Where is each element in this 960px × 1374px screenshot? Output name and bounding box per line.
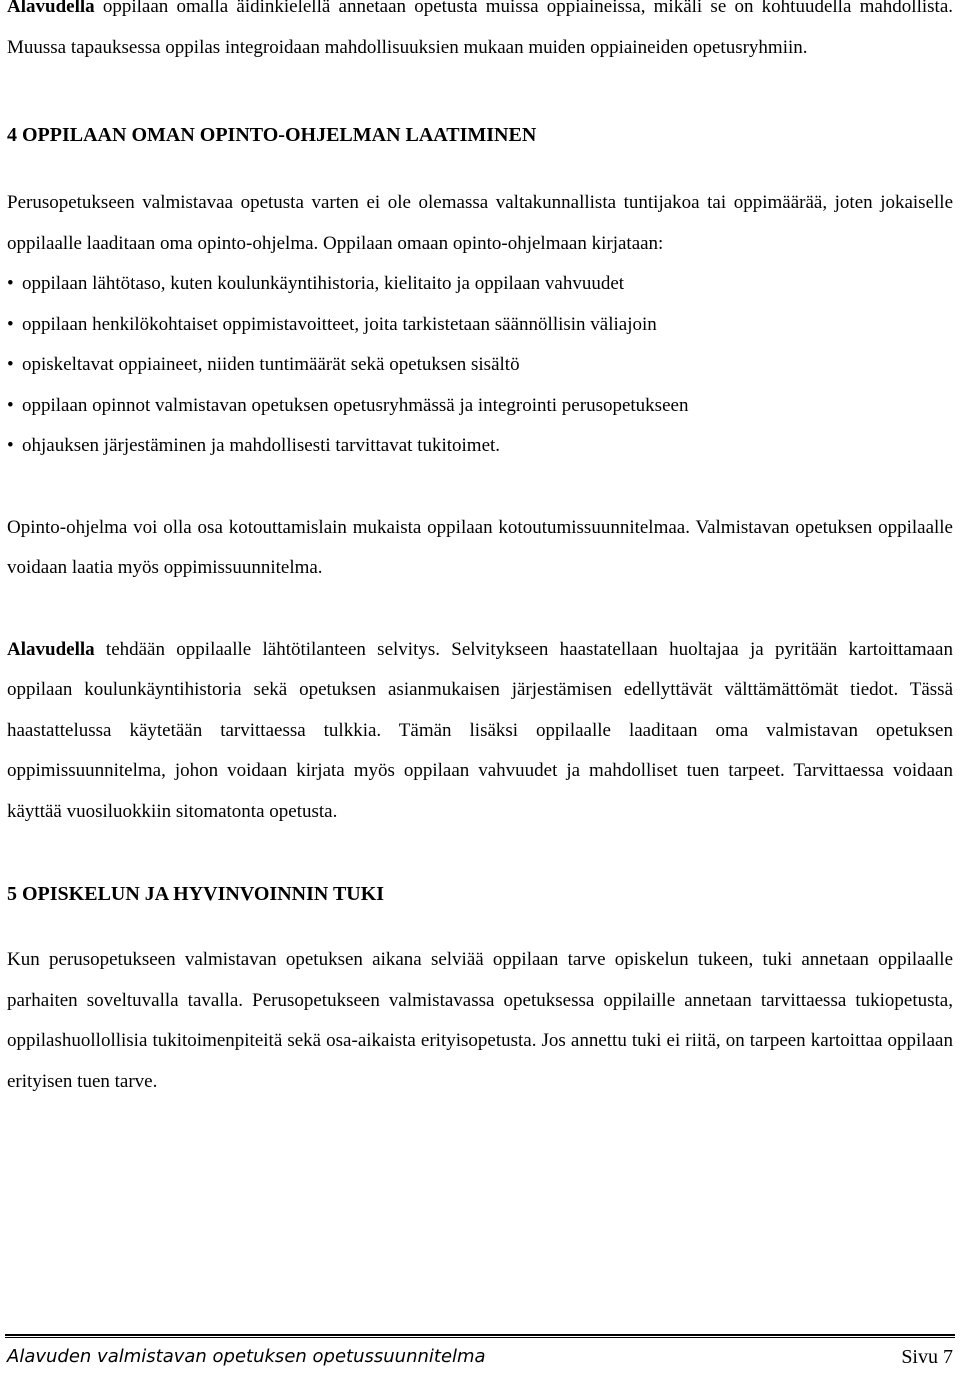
document-page: [7, 0, 953, 1102]
list-item-text: ohjauksen järjestäminen ja mahdollisesti tarvittavat tukitoimet.: [22, 435, 501, 456]
footer-divider: [5, 1334, 955, 1338]
bullet-icon: •: [7, 313, 14, 335]
section-5-heading: 5 OPISKELUN JA HYVINVOINNIN TUKI: [7, 883, 385, 905]
list-item-text: oppilaan lähtötaso, kuten koulunkäyntihistoria, kielitaito ja oppilaan vahvuudet: [22, 273, 625, 294]
section-4-paragraph-1: Perusopetukseen valmistavaa opetusta varten ei ole olemassa valtakunnallista tuntijakoa tai oppimäärää, joten jokaiselle oppilaalle laaditaan oma opinto-ohjelma. Oppilaan omaan opinto-ohjelmaan kirjataan:: [7, 192, 953, 254]
list-item-text: opiskeltavat oppiaineet, niiden tuntimäärät sekä opetuksen sisältö: [22, 354, 520, 375]
section-4-paragraph-2: Opinto-ohjelma voi olla osa kotouttamislain mukaista oppilaan kotoutumissuunnitelmaa. Valmistavan opetuksen oppilaalle voidaan laatia myös oppimissuunnitelma.: [7, 516, 953, 578]
footer-document-title: Alavuden valmistavan opetuksen opetussuunnitelma: [7, 1346, 486, 1367]
list-item: [7, 426, 953, 467]
list-item-text: oppilaan opinnot valmistavan opetuksen opetusryhmässä ja integrointi perusopetukseen: [22, 394, 689, 416]
section-5-paragraph-1: Kun perusopetukseen valmistavan opetuksen aikana selviää oppilaan tarve opiskelun tukeen, tuki annetaan oppilaalle parhaiten soveltuvalla tavalla. Perusopetukseen valmistavassa opetuksessa oppilaille annetaan tarvittaessa tukiopetusta, oppilashuollollisia tukitoimenpiteitä sekä osa-aikaista erityisopetusta. Jos annettu tuki ei riitä, on tarpeen kartoittaa oppilaan erityisen tuen tarve.: [7, 949, 953, 1092]
intro-bold-term: Alavudella: [7, 0, 95, 17]
list-item: [7, 264, 953, 305]
section-4-heading: 4 OPPILAAN OMAN OPINTO-OHJELMAN LAATIMINEN: [7, 124, 537, 146]
list-item: [7, 305, 953, 346]
page-footer: [7, 1346, 953, 1369]
list-item-text: oppilaan henkilökohtaiset oppimistavoitteet, joita tarkistetaan säännöllisin väliajoin: [22, 313, 657, 335]
list-item: [7, 386, 953, 427]
intro-paragraph: [7, 0, 953, 68]
bullet-icon: •: [7, 273, 14, 294]
bullet-icon: •: [7, 435, 14, 456]
section-4-paragraph-3: [7, 630, 953, 833]
footer-page-number: Sivu 7: [901, 1346, 953, 1368]
intro-text: oppilaan omalla äidinkielellä annetaan opetusta muissa oppiaineissa, mikäli se on kohtuudella mahdollista. Muussa tapauksessa oppilas integroidaan mahdollisuuksien mukaan muiden oppiaineiden opetusryhmiin.: [7, 0, 953, 58]
bullet-icon: •: [7, 394, 14, 416]
opinto-ohjelma-list: [7, 264, 953, 467]
bullet-icon: •: [7, 354, 14, 375]
list-item: [7, 345, 953, 386]
para3-bold-term: Alavudella: [7, 638, 95, 660]
para3-text: tehdään oppilaalle lähtötilanteen selvitys. Selvitykseen haastatellaan huoltajaa ja pyritään kartoittamaan oppilaan koulunkäyntihistoria sekä opetuksen asianmukaisen järjestämisen edellyttävät välttämättömät tiedot. Tässä haastattelussa käytetään tarvittaessa tulkkia. Tämän lisäksi oppilaalle laaditaan oma valmistavan opetuksen oppimissuunnitelma, johon voidaan kirjata myös oppilaan vahvuudet ja mahdolliset tuen tarpeet. Tarvittaessa voidaan käyttää vuosiluokkiin sitomatonta opetusta.: [7, 638, 953, 822]
